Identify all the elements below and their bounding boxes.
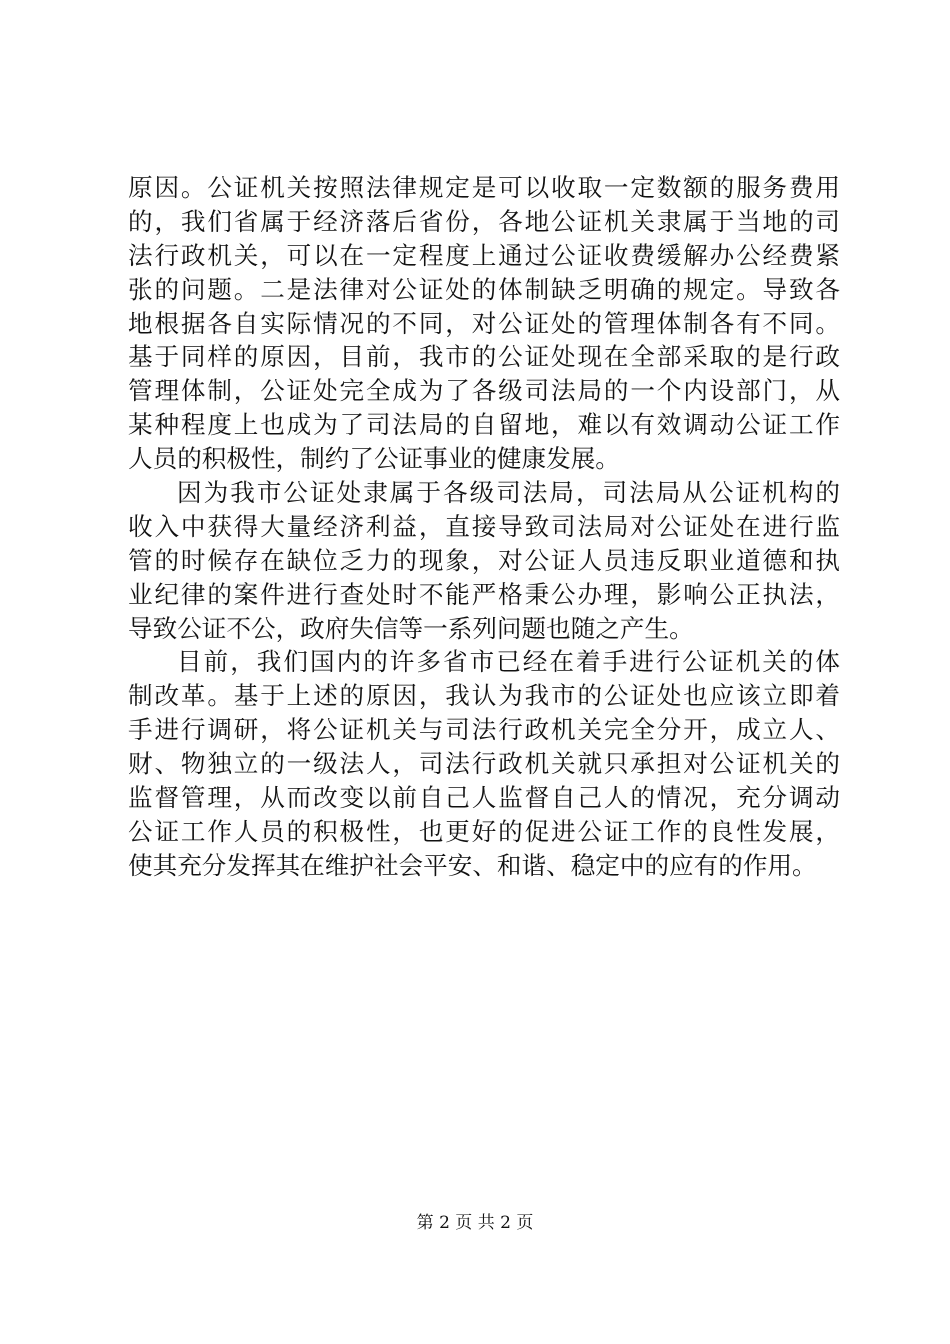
page-number-footer: 第 2 页 共 2 页 [416, 1213, 534, 1233]
text-line: 目前，我们国内的许多省市已经在着手进行公证机关的体 [177, 647, 840, 677]
text-line: 监督管理，从而改变以前自己人监督自己人的情况，充分调动 [128, 783, 840, 813]
paragraph [128, 171, 840, 476]
text-line: 制改革。基于上述的原因，我认为我市的公证处也应该立即着 [128, 681, 840, 711]
text-line: 基于同样的原因，目前，我市的公证处现在全部采取的是行政 [128, 342, 840, 372]
text-line: 法行政机关，可以在一定程度上通过公证收费缓解办公经费紧 [128, 240, 840, 270]
text-line: 某种程度上也成为了司法局的自留地，难以有效调动公证工作 [128, 410, 840, 440]
paragraph [128, 476, 840, 645]
text-line: 的，我们省属于经济落后省份，各地公证机关隶属于当地的司 [128, 206, 840, 236]
text-line: 地根据各自实际情况的不同，对公证处的管理体制各有不同。 [128, 308, 840, 338]
text-line: 人员的积极性，制约了公证事业的健康发展。 [128, 444, 620, 474]
text-line: 使其充分发挥其在维护社会平安、和谐、稳定中的应有的作用。 [128, 850, 817, 880]
text-line: 原因。公证机关按照法律规定是可以收取一定数额的服务费用 [128, 173, 840, 202]
text-line: 管理体制，公证处完全成为了各级司法局的一个内设部门，从 [128, 376, 840, 406]
text-line: 业纪律的案件进行查处时不能严格秉公办理，影响公正执法， [128, 579, 840, 609]
text-line: 公证工作人员的积极性，也更好的促进公证工作的良性发展， [128, 816, 840, 846]
text-line: 管的时候存在缺位乏力的现象，对公证人员违反职业道德和执 [128, 545, 840, 575]
text-line: 张的问题。二是法律对公证处的体制缺乏明确的规定。导致各 [128, 274, 840, 304]
text-line: 财、物独立的一级法人，司法行政机关就只承担对公证机关的 [128, 749, 840, 779]
text-line: 导致公证不公，政府失信等一系列问题也随之产生。 [128, 613, 694, 643]
text-line: 手进行调研，将公证机关与司法行政机关完全分开，成立人、 [128, 715, 840, 745]
text-line: 收入中获得大量经济利益，直接导致司法局对公证处在进行监 [128, 511, 840, 541]
text-line: 因为我市公证处隶属于各级司法局，司法局从公证机构的 [177, 478, 840, 508]
paragraph [128, 645, 840, 882]
document-body [128, 171, 840, 883]
